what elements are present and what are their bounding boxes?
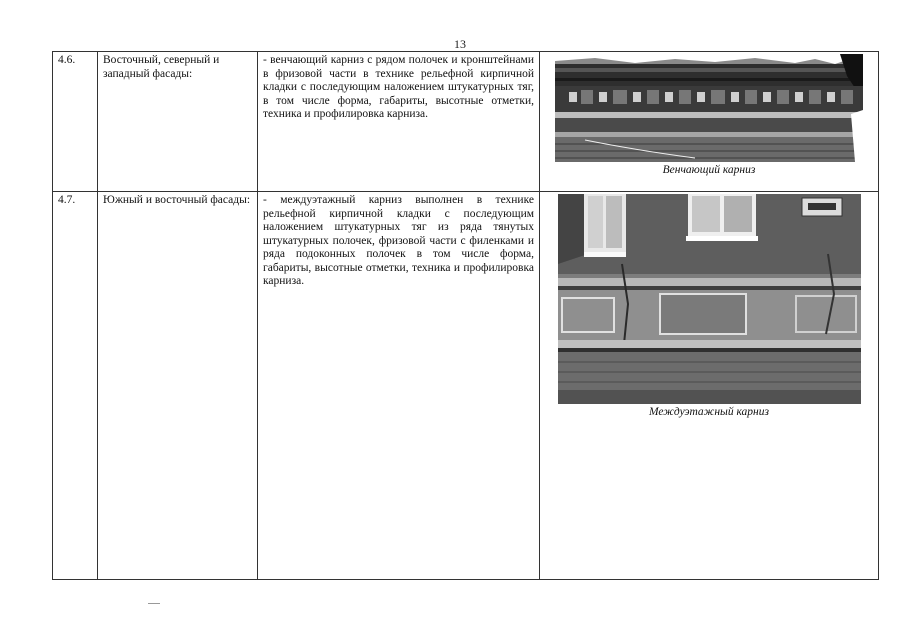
- row-number: 4.7.: [53, 192, 98, 580]
- table-row: [53, 192, 879, 580]
- facade-name: Восточный, северный и западный фасады:: [98, 52, 258, 192]
- photo-caption: Венчающий карниз: [662, 164, 756, 176]
- photo-cell: [540, 52, 879, 192]
- row-number: 4.6.: [53, 52, 98, 192]
- feature-description: - междуэтажный карниз выполнен в технике рельефной кирпичной кладки с последующим наложением штукатурных тяг из ряда тянутых штукатурных полочек, фризовой части с филенками и ряда подоконных полочек в том числе форма, габариты, высотные отметки, техника и профилировка карниза.: [258, 192, 540, 580]
- feature-description: - венчающий карниз с рядом полочек и кронштейнами в фризовой части в технике рельефной кирпичной кладки с последующим наложением штукатурных тяг, в том числе форма, габариты, высотные отметки, техника и профилировка карниза.: [258, 52, 540, 192]
- scan-mark: [148, 603, 160, 604]
- table-row: [53, 52, 879, 192]
- photo-caption: Междуэтажный карниз: [648, 406, 769, 418]
- interfloor-cornice-photo: [558, 194, 861, 404]
- crowning-cornice-photo: [555, 54, 863, 162]
- monument-features-table: [52, 51, 879, 580]
- facade-name: Южный и восточный фасады:: [98, 192, 258, 580]
- photo-cell: [540, 192, 879, 580]
- page-number: 13: [454, 37, 466, 51]
